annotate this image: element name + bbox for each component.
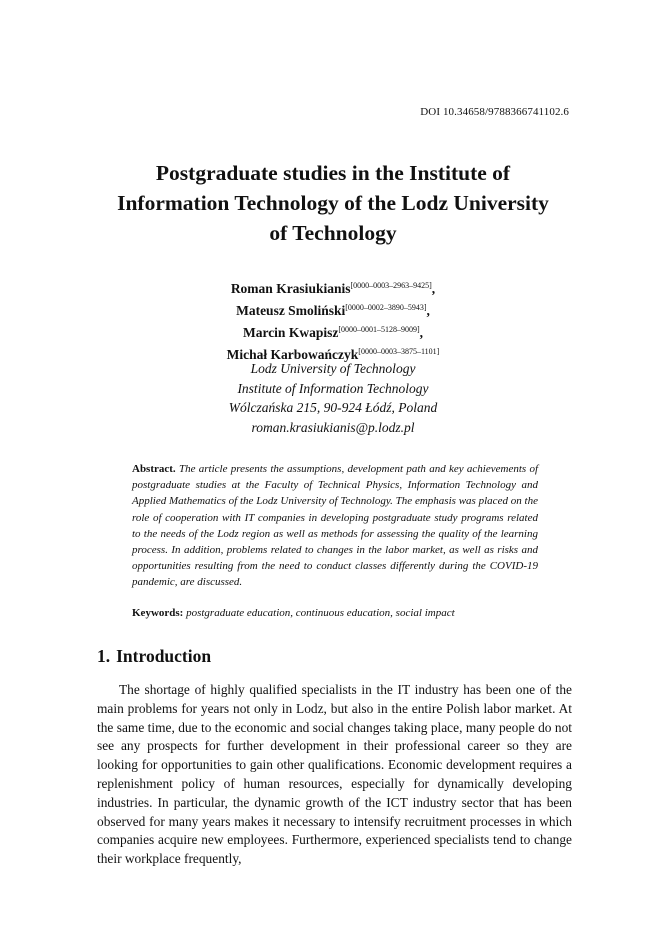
keywords	[132, 605, 538, 621]
abstract-label: Abstract.	[132, 463, 176, 475]
author-name: Roman Krasiukianis	[230, 281, 351, 296]
author-name: Michał Karbowańczyk	[226, 347, 359, 362]
author-entry	[120, 320, 546, 342]
doi-identifier: DOI 10.34658/9788366741102.6	[420, 106, 569, 118]
keywords-label: Keywords:	[132, 607, 184, 619]
affiliation-institute: Institute of Information Technology	[237, 380, 429, 396]
title-line: of Technology	[269, 221, 397, 245]
body-paragraph: The shortage of highly qualified specialists in the IT industry has been one of the main problems for years not only in Lodz, but also in the entire Polish labor market. At the same time, due to the economic and social changes taking place, many people do not see any prospects for further development in their professional career so they are looking for opportunities to gain other qualifications. Economic development requires a replenishment policy of human resources, especially for dynamically developing industries. In particular, the dynamic growth of the ICT industry sector that has been observed for many years makes it necessary to intensify recruitment processes in which companies acquire new employees. Furthermore, experienced specialists tend to change their workplace frequently,	[97, 682, 572, 867]
title-line: Postgraduate studies in the Institute of	[155, 161, 511, 185]
author-name: Mateusz Smoliński	[236, 303, 346, 318]
author-entry	[120, 276, 546, 298]
author-separator: ,	[426, 303, 430, 318]
orcid-id: [0000–0002–3890–5943]	[345, 303, 427, 312]
author-separator: ,	[419, 325, 424, 340]
abstract	[132, 461, 538, 591]
author-separator: ,	[431, 281, 436, 296]
paper-title	[60, 158, 606, 248]
author-name: Marcin Kwapisz	[242, 325, 339, 340]
section-title: Introduction	[116, 646, 212, 666]
title-line: Information Technology of the Lodz University	[117, 191, 549, 215]
abstract-text: The article presents the assumptions, development path and key achievements of postgraduate studies at the Faculty of Technical Physics, Information Technology and Applied Mathematics of the Lodz University of Technology. The emphasis was placed on the role of cooperation with IT companies in developing postgraduate study programs related to the needs of the Lodz region as well as methods for assessing the quality of the learning process. In addition, problems related to changes in the labor market, as well as risks and opportunities resulting from the need to conduct classes differently during the COVID-19 pandemic, are discussed.	[132, 463, 539, 589]
keywords-text: postgraduate education, continuous education, social impact	[186, 607, 455, 619]
author-list	[120, 276, 546, 364]
author-entry	[120, 298, 546, 320]
affiliation-block	[120, 359, 546, 437]
affiliation-university: Lodz University of Technology	[250, 361, 416, 376]
section-heading	[97, 646, 211, 667]
orcid-id: [0000–0001–5128–9009]	[338, 325, 420, 334]
affiliation-email: roman.krasiukianis@p.lodz.pl	[251, 419, 415, 435]
orcid-id: [0000–0003–2963–9425]	[350, 281, 432, 290]
section-number: 1.	[97, 646, 111, 666]
orcid-id: [0000–0003–3875–1101]	[358, 347, 440, 356]
affiliation-address: Wólczańska 215, 90-924 Łódź, Poland	[228, 400, 438, 415]
